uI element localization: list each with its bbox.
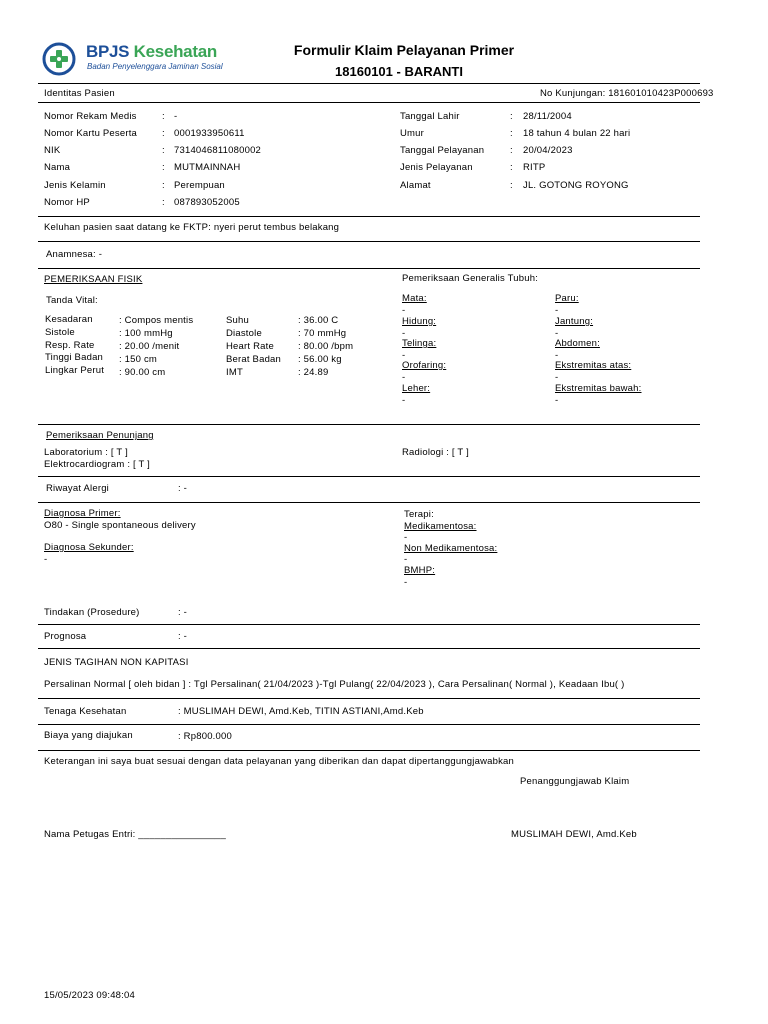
tenaga-label: Tenaga Kesehatan <box>44 706 127 717</box>
medikamentosa-value: - <box>404 532 408 543</box>
field-value: 20/04/2023 <box>523 145 573 156</box>
field-label: Nomor Rekam Medis <box>44 111 137 122</box>
generalis-label: Hidung: <box>402 316 437 327</box>
field-label: Alamat <box>400 180 431 191</box>
generalis-label: Orofaring: <box>402 360 447 371</box>
penanggung-name: MUSLIMAH DEWI, Amd.Keb <box>511 829 637 840</box>
colon: : <box>162 180 165 191</box>
field-value: 7314046811080002 <box>174 145 262 156</box>
vital-value: : 20.00 /menit <box>119 341 180 352</box>
diagnosa-primer-value: O80 - Single spontaneous delivery <box>44 520 196 531</box>
medikamentosa-label: Medikamentosa: <box>404 521 477 532</box>
field-value: 0001933950611 <box>174 128 245 139</box>
generalis-value: - <box>402 350 406 361</box>
generalis-value: - <box>402 395 406 406</box>
vital-label: Tinggi Badan <box>45 352 104 363</box>
logo-subtitle: Badan Penyelenggara Jaminan Sosial <box>87 62 223 71</box>
elektrocardiogram: Elektrocardiogram : [ T ] <box>44 459 151 470</box>
pemeriksaan-fisik-title: PEMERIKSAAN FISIK <box>44 274 143 285</box>
generalis-label: Jantung: <box>555 316 594 327</box>
field-value: 28/11/2004 <box>523 111 572 122</box>
vital-value: : 56.00 kg <box>298 354 342 365</box>
colon: : <box>162 197 165 208</box>
diagnosa-sekunder-value: - <box>44 554 48 565</box>
vital-label: Sistole <box>45 327 75 338</box>
vital-value: : 70 mmHg <box>298 328 347 339</box>
generalis-label: Mata: <box>402 293 427 304</box>
vital-value: : 24.89 <box>298 367 329 378</box>
logo-brand: BPJS Kesehatan <box>86 42 217 61</box>
generalis-label: Telinga: <box>402 338 437 349</box>
penunjang-title: Pemeriksaan Penunjang <box>46 430 154 441</box>
tanda-vital-label: Tanda Vital: <box>46 295 98 306</box>
vital-label: Berat Badan <box>226 354 282 365</box>
vital-label: Resp. Rate <box>45 340 95 351</box>
field-value: - <box>174 111 178 122</box>
field-value: 087893052005 <box>174 197 240 208</box>
laboratorium: Laboratorium : [ T ] <box>44 447 128 458</box>
colon: : <box>162 111 165 122</box>
identitas-label: Identitas Pasien <box>44 88 115 99</box>
bmhp-label: BMHP: <box>404 565 436 576</box>
petugas-entri: Nama Petugas Entri: ________________ <box>44 829 227 840</box>
generalis-label: Paru: <box>555 293 579 304</box>
colon: : <box>510 128 513 139</box>
field-value: RITP <box>523 162 546 173</box>
print-timestamp: 15/05/2023 09:48:04 <box>44 990 135 1001</box>
alergi-value: : - <box>178 483 188 494</box>
vital-label: IMT <box>226 367 243 378</box>
vital-label: Suhu <box>226 315 249 326</box>
field-value: JL. GOTONG ROYONG <box>523 180 629 191</box>
generalis-label: Abdomen: <box>555 338 600 349</box>
generalis-value: - <box>402 372 406 383</box>
diagnosa-sekunder-label: Diagnosa Sekunder: <box>44 542 134 553</box>
colon: : <box>510 111 513 122</box>
vital-label: Kesadaran <box>45 314 93 325</box>
diagnosa-primer-label: Diagnosa Primer: <box>44 508 121 519</box>
non-medikamentosa-value: - <box>404 554 408 565</box>
biaya-value: : Rp800.000 <box>178 731 232 742</box>
vital-label: Lingkar Perut <box>45 365 105 376</box>
generalis-value: - <box>555 372 559 383</box>
vital-value: : 100 mmHg <box>119 328 173 339</box>
tindakan-value: : - <box>178 607 188 618</box>
vital-value: : 90.00 cm <box>119 367 166 378</box>
generalis-value: - <box>555 350 559 361</box>
tindakan-label: Tindakan (Prosedure) <box>44 607 140 618</box>
no-kunjungan: No Kunjungan: 181601010423P000693 <box>540 88 714 99</box>
radiologi: Radiologi : [ T ] <box>402 447 469 458</box>
generalis-value: - <box>555 395 559 406</box>
generalis-label: Ekstremitas atas: <box>555 360 632 371</box>
alergi-label: Riwayat Alergi <box>46 483 109 494</box>
field-label: Nomor Kartu Peserta <box>44 128 138 139</box>
field-label: Tanggal Lahir <box>400 111 460 122</box>
generalis-value: - <box>402 305 406 316</box>
field-label: Jenis Pelayanan <box>400 162 473 173</box>
form-subtitle: 18160101 - BARANTI <box>335 64 463 79</box>
vital-value: : 36.00 C <box>298 315 339 326</box>
vital-label: Diastole <box>226 328 262 339</box>
field-label: Umur <box>400 128 425 139</box>
anamnesa: Anamnesa: - <box>46 249 103 260</box>
colon: : <box>510 145 513 156</box>
field-label: Jenis Kelamin <box>44 180 106 191</box>
field-label: NIK <box>44 145 61 156</box>
generalis-value: - <box>402 328 406 339</box>
non-kapitasi-detail: Persalinan Normal [ oleh bidan ] : Tgl Persalinan( 21/04/2023 )-Tgl Pulang( 22/04/2023 ), Cara Persalinan( Normal ), Keadaan Ibu( ) <box>44 679 625 690</box>
biaya-label: Biaya yang diajukan <box>44 730 133 741</box>
field-value: Perempuan <box>174 180 225 191</box>
keterangan-text: Keterangan ini saya buat sesuai dengan data pelayanan yang diberikan dan dapat dipertanggungjawabkan <box>44 756 515 767</box>
keluhan: Keluhan pasien saat datang ke FKTP: nyeri perut tembus belakang <box>44 222 340 233</box>
colon: : <box>510 162 513 173</box>
prognosa-label: Prognosa <box>44 631 87 642</box>
field-value: MUTMAINNAH <box>174 162 241 173</box>
tenaga-value: : MUSLIMAH DEWI, Amd.Keb, TITIN ASTIANI,Amd.Keb <box>178 706 424 717</box>
generalis-label: Leher: <box>402 383 431 394</box>
generalis-title: Pemeriksaan Generalis Tubuh: <box>402 273 539 284</box>
vital-value: : 150 cm <box>119 354 158 365</box>
field-label: Nama <box>44 162 71 173</box>
vital-label: Heart Rate <box>226 341 274 352</box>
prognosa-value: : - <box>178 631 188 642</box>
non-medikamentosa-label: Non Medikamentosa: <box>404 543 498 554</box>
field-label: Nomor HP <box>44 197 90 208</box>
colon: : <box>162 128 165 139</box>
form-title: Formulir Klaim Pelayanan Primer <box>293 42 515 58</box>
colon: : <box>162 162 165 173</box>
generalis-label: Ekstremitas bawah: <box>555 383 642 394</box>
bmhp-value: - <box>404 577 408 588</box>
terapi-label: Terapi: <box>404 509 434 520</box>
colon: : <box>162 145 165 156</box>
non-kapitasi-title: JENIS TAGIHAN NON KAPITASI <box>44 657 189 668</box>
field-value: 18 tahun 4 bulan 22 hari <box>523 128 631 139</box>
field-label: Tanggal Pelayanan <box>400 145 485 156</box>
generalis-value: - <box>555 305 559 316</box>
vital-value: : Compos mentis <box>119 315 194 326</box>
colon: : <box>510 180 513 191</box>
vital-value: : 80.00 /bpm <box>298 341 354 352</box>
generalis-value: - <box>555 328 559 339</box>
penanggung-label: Penanggungjawab Klaim <box>520 776 630 787</box>
